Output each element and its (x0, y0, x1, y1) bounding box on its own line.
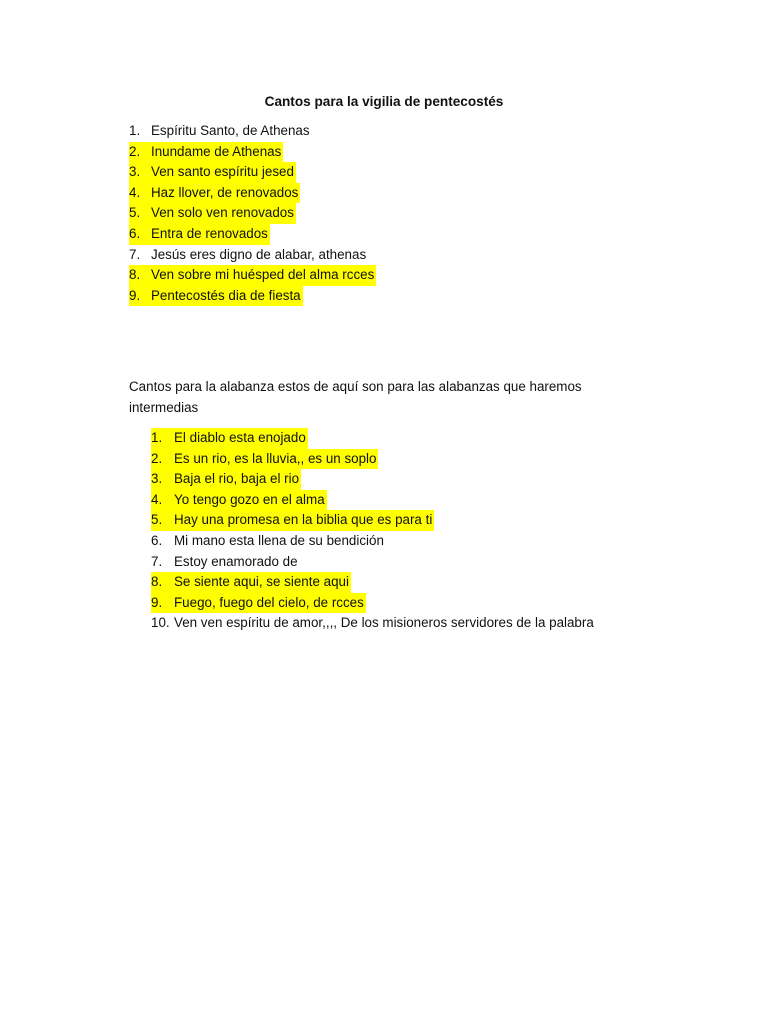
list-item-row (129, 162, 296, 183)
list-item-text: Entra de renovados (151, 225, 268, 241)
list-item-row (129, 245, 368, 266)
list-item-text: Espíritu Santo, de Athenas (151, 123, 310, 138)
list-item-number: 7. (129, 246, 141, 262)
list-item-text: Mi mano esta llena de su bendición (174, 532, 384, 548)
list-item-number: 6. (151, 532, 163, 548)
praise-intro-paragraph: Cantos para la alabanza estos de aquí son para las alabanzas que haremos intermedias (129, 379, 582, 415)
vigil-songs-list (129, 121, 376, 306)
list-item-number: 1. (129, 123, 141, 138)
document-title: Cantos para la vigilia de pentecostés (264, 94, 504, 109)
list-item (129, 183, 376, 204)
list-item (129, 224, 376, 245)
praise-songs-list (151, 428, 596, 634)
list-item (151, 552, 596, 573)
list-item (151, 613, 596, 634)
list-item (129, 203, 376, 224)
list-item-row (151, 572, 351, 593)
list-item-text: Hay una promesa en la biblia que es para ti (174, 512, 433, 528)
list-item-text: Ven ven espíritu de amor,,,, De los misioneros servidores de la palabra (174, 615, 594, 631)
list-item-number: 2. (129, 143, 141, 159)
list-item-row (129, 183, 300, 204)
list-item-number: 3. (129, 164, 141, 180)
list-item (129, 162, 376, 183)
list-item-number: 6. (129, 225, 141, 241)
list-item-row (129, 203, 296, 224)
list-item-text: El diablo esta enojado (174, 430, 306, 445)
list-item (151, 490, 596, 511)
list-item-number: 3. (151, 471, 163, 487)
list-item-number: 2. (151, 450, 163, 466)
list-item (129, 121, 376, 142)
list-item-text: Haz llover, de renovados (151, 184, 299, 200)
list-item-number: 5. (151, 512, 163, 528)
list-item-row (151, 510, 434, 531)
list-item-text: Ven solo ven renovados (151, 205, 294, 221)
list-item-text: Ven santo espíritu jesed (151, 164, 294, 180)
list-item-number: 8. (151, 574, 163, 590)
list-item-text: Se siente aqui, se siente aqui (174, 574, 349, 590)
list-item-text: Fuego, fuego del cielo, de rcces (174, 594, 364, 610)
list-item-row (151, 593, 366, 614)
list-item (129, 265, 376, 286)
list-item (151, 428, 596, 449)
list-item (129, 245, 376, 266)
list-item (129, 142, 376, 163)
list-item-row (151, 552, 300, 573)
list-item-row (129, 286, 303, 307)
list-item (151, 572, 596, 593)
list-item-row (129, 121, 312, 142)
list-item-row (129, 142, 283, 163)
list-item (151, 449, 596, 470)
list-item-text: Jesús eres digno de alabar, athenas (151, 246, 367, 262)
list-item-text: Estoy enamorado de (174, 553, 298, 569)
list-item-number: 10. (151, 615, 170, 631)
list-item-row (151, 449, 378, 470)
list-item-row (151, 469, 301, 490)
list-item (129, 286, 376, 307)
list-item-text: Inundame de Athenas (151, 143, 282, 159)
list-item-number: 5. (129, 205, 141, 221)
list-item-text: Es un rio, es la lluvia,, es un soplo (174, 450, 377, 466)
list-item-row (129, 265, 376, 286)
list-item-number: 9. (151, 594, 163, 610)
list-item-row (129, 224, 270, 245)
list-item-row (151, 613, 596, 634)
list-item (151, 510, 596, 531)
list-item-row (151, 531, 386, 552)
list-item-text: Ven sobre mi huésped del alma rcces (151, 267, 375, 283)
list-item-row (151, 490, 327, 511)
list-item-number: 9. (129, 287, 141, 303)
list-item (151, 531, 596, 552)
list-item-number: 7. (151, 553, 163, 569)
list-item-row (151, 428, 308, 449)
list-item-number: 8. (129, 267, 141, 283)
list-item-number: 4. (151, 491, 163, 507)
list-item-number: 1. (151, 430, 163, 445)
list-item-number: 4. (129, 184, 141, 200)
list-item (151, 593, 596, 614)
list-item-text: Yo tengo gozo en el alma (174, 491, 325, 507)
list-item-text: Baja el rio, baja el rio (174, 471, 300, 487)
list-item-text: Pentecostés dia de fiesta (151, 287, 301, 303)
list-item (151, 469, 596, 490)
